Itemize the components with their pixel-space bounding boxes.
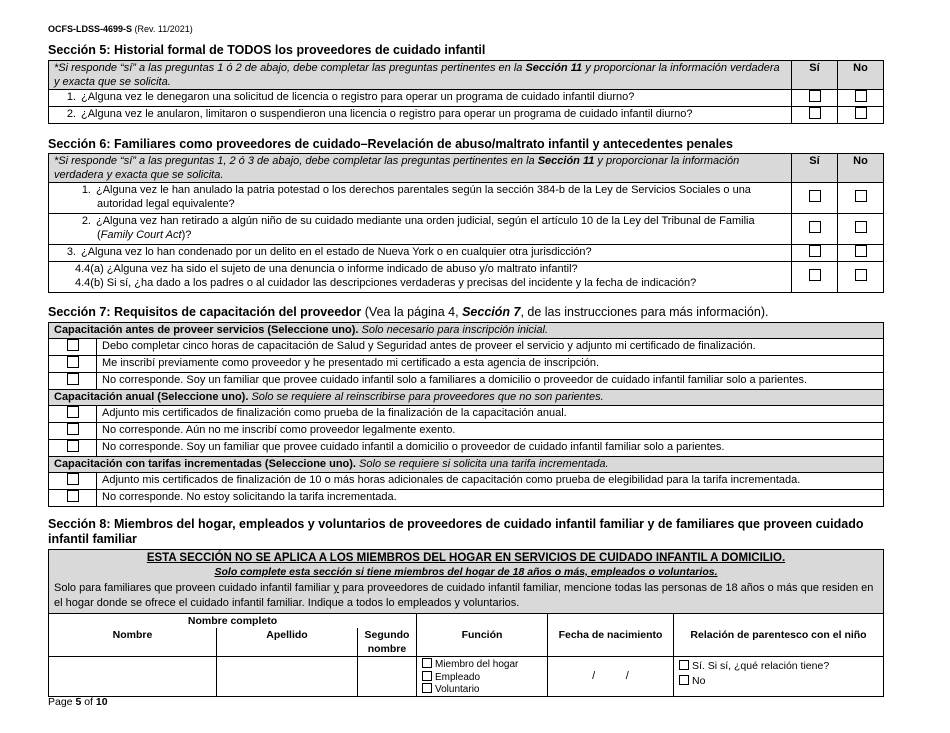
household-member-checkbox[interactable]: [422, 658, 432, 668]
option-label: No corresponde. Soy un familiar que provee cuidado infantil solo a familiares a domicilio o proveedor de cuidado infantil familiar solo a parientes.: [97, 373, 884, 390]
question: 4.4(a) ¿Alguna vez ha sido el sujeto de una denuncia o informe indicado de abuso y/o maltrato infantil? 4.4(b) Si sí, ¿ha dado a los padres o al cuidador las descripciones verdaderas y precisas del incidente y la fecha de indicación?: [49, 262, 792, 293]
section-6-instructions: *Si responde “sí” a las preguntas 1, 2 ó 3 de abajo, debe completar las preguntas pertinentes en la Sección 11 y proporcionar la información verdadera y exacta que se solicita.: [49, 154, 792, 183]
middle-name-header: Segundo nombre: [358, 628, 417, 657]
option-checkbox[interactable]: [67, 440, 79, 452]
group-heading: Capacitación anual (Seleccione uno). Solo se requiere al reinscribirse para proveedores que no son parientes.: [49, 390, 884, 406]
option-label: No corresponde. No estoy solicitando la tarifa incrementada.: [97, 490, 884, 507]
role-header: Función: [417, 614, 548, 657]
option-checkbox[interactable]: [67, 423, 79, 435]
section-7-title: Sección 7: Requisitos de capacitación del proveedor (Vea la página 4, Sección 7, de las instrucciones para más información).: [48, 305, 769, 319]
dob-header: Fecha de nacimiento: [548, 614, 674, 657]
option-checkbox[interactable]: [67, 339, 79, 351]
question: 2. ¿Alguna vez le anularon, limitaron o suspendieron una licencia o registro para operar un programa de cuidado infantil diurno?: [49, 107, 792, 124]
first-name-header: Nombre: [49, 628, 217, 657]
option-label: No corresponde. Aún no me inscribí como proveedor legalmente exento.: [97, 423, 884, 440]
no-checkbox[interactable]: [855, 245, 867, 257]
option-label: Adjunto mis certificados de finalización de 10 o más horas adicionales de capacitación como prueba de elegibilidad para la tarifa incrementada.: [97, 473, 884, 490]
volunteer-checkbox[interactable]: [422, 683, 432, 693]
relationship-options: Sí. Si sí, ¿qué relación tiene? No: [674, 657, 884, 697]
section-8-table: [48, 549, 884, 697]
yes-checkbox[interactable]: [809, 107, 821, 119]
option-checkbox[interactable]: [67, 490, 79, 502]
question: 1. ¿Alguna vez le han anulado la patria potestad o los derechos parentales según la sección 384-b de la Ley de Servicios Sociales o una autoridad legal equivalente?: [49, 183, 792, 214]
middle-name-input[interactable]: [358, 657, 417, 697]
option-label: Me inscribí previamente como proveedor y he presentado mi certificado a esta agencia de inscripción.: [97, 356, 884, 373]
yes-header: Sí: [792, 154, 838, 183]
option-checkbox[interactable]: [67, 356, 79, 368]
relationship-header: Relación de parentesco con el niño: [674, 614, 884, 657]
page-number: Page 5 of 10: [48, 696, 108, 708]
option-checkbox[interactable]: [67, 406, 79, 418]
section-7-table: [48, 322, 884, 507]
section-8-description: Solo para familiares que proveen cuidado infantil familiar y para proveedores de cuidado infantil familiar, mencione todas las personas de 18 años o más que residen en el hogar donde se ofrece el cuidado infantil familiar. Indique a todos lo empleados y voluntarios.: [54, 582, 874, 609]
option-label: No corresponde. Soy un familiar que provee cuidado infantil a domicilio o proveedor de cuidado infantil familiar solo a parientes.: [97, 440, 884, 457]
no-checkbox[interactable]: [855, 107, 867, 119]
section-5-instructions: *Si responde “sí” a las preguntas 1 ó 2 de abajo, debe completar las preguntas pertinentes en la Sección 11 y proporcionar la información verdadera y exacta que se solicita.: [49, 61, 792, 90]
yes-checkbox[interactable]: [809, 90, 821, 102]
role-options: Miembro del hogar Empleado Voluntario: [417, 657, 548, 697]
section-6-table: [48, 153, 884, 293]
group-heading: Capacitación antes de proveer servicios (Seleccione uno). Solo necesario para inscripción inicial.: [49, 323, 884, 339]
first-name-input[interactable]: [49, 657, 217, 697]
last-name-input[interactable]: [217, 657, 358, 697]
no-checkbox[interactable]: [855, 90, 867, 102]
last-name-header: Apellido: [217, 628, 358, 657]
no-checkbox[interactable]: [855, 269, 867, 281]
no-header: No: [838, 61, 884, 90]
question: 1. ¿Alguna vez le denegaron una solicitud de licencia o registro para operar un programa de cuidado infantil diurno?: [49, 90, 792, 107]
employee-checkbox[interactable]: [422, 671, 432, 681]
full-name-header: Nombre completo: [49, 614, 417, 629]
question: 2. ¿Alguna vez han retirado a algún niño de su cuidado mediante una orden judicial, según el artículo 10 de la Ley del Tribunal de Familia (Family Court Act)?: [49, 214, 792, 245]
section-6-title: Sección 6: Familiares como proveedores de cuidado–Revelación de abuso/maltrato infantil y antecedentes penales: [48, 137, 733, 151]
yes-checkbox[interactable]: [809, 269, 821, 281]
option-checkbox[interactable]: [67, 473, 79, 485]
option-label: Adjunto mis certificados de finalización como prueba de la finalización de la capacitación anual.: [97, 406, 884, 423]
yes-checkbox[interactable]: [809, 190, 821, 202]
option-label: Debo completar cinco horas de capacitación de Salud y Seguridad antes de proveer el servicio y adjunto mi certificado de finalización.: [97, 339, 884, 356]
no-checkbox[interactable]: [855, 221, 867, 233]
no-checkbox[interactable]: [855, 190, 867, 202]
question: 3. ¿Alguna vez lo han condenado por un delito en el estado de Nueva York o en cualquier otra jurisdicción?: [49, 245, 792, 262]
no-header: No: [838, 154, 884, 183]
section-8-banner: ESTA SECCIÓN NO SE APLICA A LOS MIEMBROS DEL HOGAR EN SERVICIOS DE CUIDADO INFANTIL A DOMICILIO. Solo complete esta sección si tiene miembros del hogar de 18 años o más, empleados o voluntarios. Solo para familiares que proveen cuidado infantil familiar y para proveedores de cuidado infantil familiar, mencione todas las personas de 18 años o más que residen en el hogar donde se ofrece el cuidado infantil familiar. Indique a todos lo empleados y voluntarios.: [49, 550, 884, 614]
form-id: OCFS-LDSS-4699-S (Rev. 11/2021): [48, 24, 193, 34]
relationship-no-checkbox[interactable]: [679, 675, 689, 685]
section-5-title: Sección 5: Historial formal de TODOS los proveedores de cuidado infantil: [48, 43, 486, 57]
option-checkbox[interactable]: [67, 373, 79, 385]
dob-input[interactable]: / /: [548, 657, 674, 697]
yes-checkbox[interactable]: [809, 221, 821, 233]
section-5-table: [48, 60, 884, 124]
yes-checkbox[interactable]: [809, 245, 821, 257]
relationship-yes-checkbox[interactable]: [679, 660, 689, 670]
yes-header: Sí: [792, 61, 838, 90]
group-heading: Capacitación con tarifas incrementadas (Seleccione uno). Solo se requiere si solicita una tarifa incrementada.: [49, 457, 884, 473]
section-8-title: Sección 8: Miembros del hogar, empleados y voluntarios de proveedores de cuidado infantil familiar y de familiares que proveen cuidado infantil familiar: [48, 517, 864, 546]
